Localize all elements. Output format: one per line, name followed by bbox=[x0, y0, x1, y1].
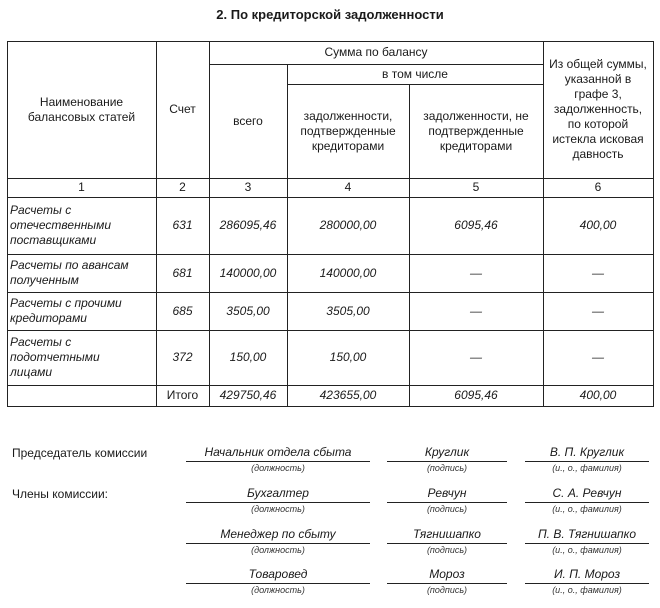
header-total: всего bbox=[233, 113, 263, 128]
row-total: 3505,00 bbox=[226, 303, 270, 318]
name-field: П. В. Тягнишапко bbox=[525, 527, 649, 544]
row-confirmed: 140000,00 bbox=[319, 265, 377, 280]
row-confirmed: 280000,00 bbox=[319, 218, 377, 232]
section-title: 2. По кредиторской задолженности bbox=[216, 7, 444, 22]
totals-expired: 400,00 bbox=[579, 388, 617, 402]
row-expired: — bbox=[592, 350, 604, 364]
row-total: 150,00 bbox=[229, 350, 267, 364]
signature-field: Круглик bbox=[387, 445, 507, 462]
position-caption: (должность) bbox=[251, 463, 305, 473]
name-caption: (и., о., фамилия) bbox=[552, 585, 622, 595]
row-account: 685 bbox=[172, 303, 193, 318]
name-caption: (и., о., фамилия) bbox=[552, 504, 622, 514]
row-item-name: Расчеты с подотчетными лицами bbox=[10, 335, 100, 379]
totals-total: 429750,46 bbox=[219, 388, 277, 402]
row-account: 631 bbox=[172, 218, 193, 232]
row-item-name: Расчеты с отечественными поставщиками bbox=[10, 203, 112, 247]
column-number: 3 bbox=[244, 180, 252, 194]
position-caption: (должность) bbox=[251, 545, 305, 555]
signature-field: Мороз bbox=[387, 567, 507, 584]
column-number: 6 bbox=[594, 180, 602, 194]
row-unconfirmed: — bbox=[470, 350, 482, 364]
signature-caption: (подпись) bbox=[426, 545, 468, 555]
row-expired: — bbox=[592, 265, 604, 280]
signature-caption: (подпись) bbox=[426, 585, 468, 595]
name-caption: (и., о., фамилия) bbox=[552, 463, 622, 473]
header-account: Счет bbox=[169, 102, 196, 116]
signature-field: Ревчун bbox=[387, 486, 507, 503]
row-item-name: Расчеты по авансам полученным bbox=[10, 258, 129, 287]
header-including: в том числе bbox=[382, 66, 448, 81]
column-number: 4 bbox=[344, 180, 352, 194]
row-expired: 400,00 bbox=[579, 218, 617, 232]
column-number: 5 bbox=[472, 180, 480, 194]
name-field: И. П. Мороз bbox=[525, 567, 649, 584]
members-label: Члены комиссии: bbox=[12, 487, 109, 501]
header-unconfirmed: задолженности, не подтвержденные кредиторами bbox=[423, 108, 529, 153]
column-number: 1 bbox=[78, 180, 85, 194]
row-unconfirmed: 6095,46 bbox=[454, 218, 498, 232]
signature-caption: (подпись) bbox=[426, 463, 468, 473]
name-field: В. П. Круглик bbox=[525, 445, 649, 462]
signature-caption: (подпись) bbox=[426, 504, 468, 514]
header-expired: Из общей суммы, указанной в графе 3, задолженность, по которой истекла исковая давность bbox=[549, 57, 647, 161]
column-number: 2 bbox=[179, 180, 186, 194]
position-field: Товаровед bbox=[186, 567, 370, 584]
row-unconfirmed: — bbox=[470, 265, 482, 280]
position-field: Бухгалтер bbox=[186, 486, 370, 503]
row-confirmed: 3505,00 bbox=[326, 303, 370, 318]
position-field: Начальник отдела сбыта bbox=[186, 445, 370, 462]
row-expired: — bbox=[592, 303, 604, 318]
row-total: 140000,00 bbox=[219, 265, 277, 280]
row-account: 681 bbox=[172, 265, 193, 280]
row-account: 372 bbox=[172, 350, 193, 364]
header-confirmed: задолженности, подтвержденные кредиторами bbox=[300, 108, 396, 153]
name-field: С. А. Ревчун bbox=[525, 486, 649, 503]
chairman-label: Председатель комиссии bbox=[12, 446, 148, 460]
row-confirmed: 150,00 bbox=[329, 350, 367, 364]
position-caption: (должность) bbox=[251, 585, 305, 595]
signature-field: Тягнишапко bbox=[387, 527, 507, 544]
row-total: 286095,46 bbox=[219, 218, 277, 232]
header-balance-sum: Сумма по балансу bbox=[324, 45, 428, 59]
header-item-name: Наименование балансовых статей bbox=[27, 94, 136, 124]
position-field: Менеджер по сбыту bbox=[186, 527, 370, 544]
totals-label: Итого bbox=[166, 388, 199, 402]
row-unconfirmed: — bbox=[470, 303, 482, 318]
totals-confirmed: 423655,00 bbox=[319, 388, 377, 402]
name-caption: (и., о., фамилия) bbox=[552, 545, 622, 555]
position-caption: (должность) bbox=[251, 504, 305, 514]
row-item-name: Расчеты с прочими кредиторами bbox=[10, 296, 122, 325]
totals-unconfirmed: 6095,46 bbox=[454, 388, 498, 402]
